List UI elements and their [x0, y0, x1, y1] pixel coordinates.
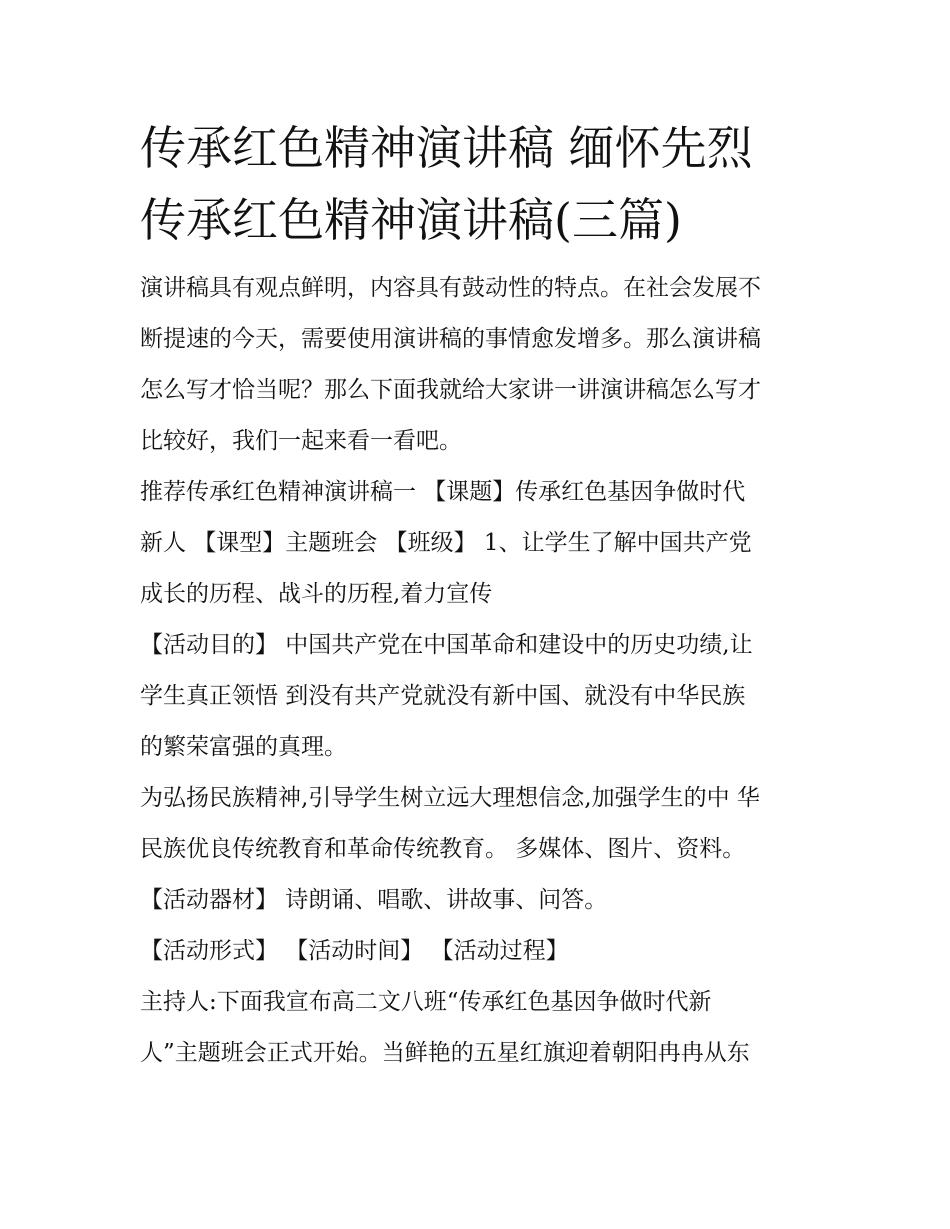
title-line-1: 传承红色精神演讲稿 缅怀先烈 — [140, 121, 753, 175]
text-line: 【活动形式】 【活动时间】 【活动过程】 — [140, 938, 569, 964]
text-line: 推荐传承红色精神演讲稿一 【课题】传承红色基因争做时代 — [140, 479, 746, 505]
text-line: 民族优良传统教育和革命传统教育。 多媒体、图片、资料。 — [140, 836, 746, 862]
text-line: 学生真正领悟 到没有共产党就没有新中国、就没有中华民族 — [140, 683, 746, 709]
text-line: 【活动器材】 诗朗诵、唱歌、讲故事、问答。 — [140, 887, 608, 913]
activity-materials-paragraph — [140, 875, 820, 926]
document-content — [140, 112, 820, 1079]
text-line: 演讲稿具有观点鲜明，内容具有鼓动性的特点。在社会发展不 — [140, 275, 761, 301]
text-line: 断提速的今天，需要使用演讲稿的事情愈发增多。那么演讲稿 — [140, 326, 761, 352]
text-line: 成长的历程、战斗的历程,着力宣传 — [140, 581, 493, 607]
text-line: 人”主题班会正式开始。当鲜艳的五星红旗迎着朝阳冉冉从东 — [140, 1040, 750, 1066]
text-line: 怎么写才恰当呢？那么下面我就给大家讲一讲演讲稿怎么写才 — [140, 377, 761, 403]
text-line: 【活动目的】 中国共产党在中国革命和建设中的历史功绩,让 — [140, 632, 753, 658]
activity-purpose-paragraph — [140, 620, 820, 773]
text-line: 为弘扬民族精神,引导学生树立远大理想信念,加强学生的中 华 — [140, 785, 760, 811]
text-line: 的繁荣富强的真理。 — [140, 734, 347, 760]
document-title — [140, 112, 820, 256]
text-line: 比较好，我们一起来看一看吧。 — [140, 428, 462, 454]
text-line: 新人 【课型】主题班会 【班级】 1、让学生了解中国共产党 — [140, 530, 752, 556]
title-line-2: 传承红色精神演讲稿(三篇) — [140, 193, 682, 247]
intro-paragraph — [140, 263, 820, 467]
activity-format-paragraph — [140, 926, 820, 977]
document-body — [140, 263, 820, 1079]
host-paragraph — [140, 977, 820, 1079]
recommendation-paragraph — [140, 467, 820, 620]
education-paragraph — [140, 773, 820, 875]
text-line: 主持人:下面我宣布高二文八班“传承红色基因争做时代新 — [140, 989, 712, 1015]
